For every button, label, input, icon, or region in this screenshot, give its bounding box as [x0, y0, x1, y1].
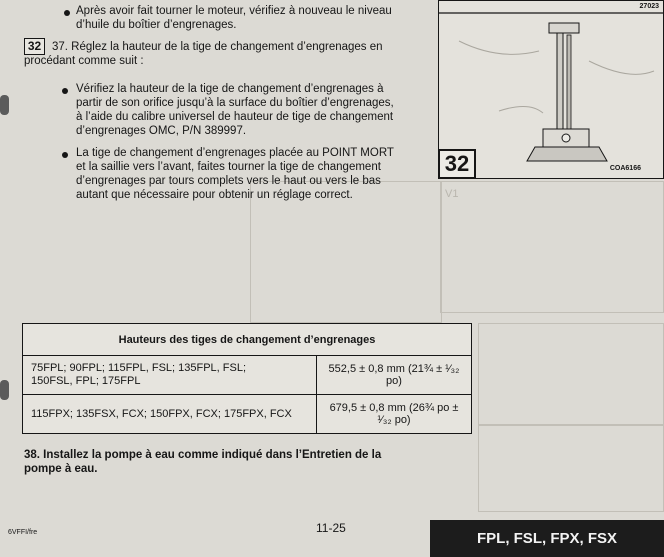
- bullet-marker: [62, 152, 68, 158]
- document-code: 6VFFI/fre: [8, 529, 38, 536]
- table-value-cell: 679,5 ± 0,8 mm (26¾ po ± ¹⁄₃₂ po): [317, 395, 472, 434]
- binder-hole: [0, 380, 9, 400]
- table-row: [23, 356, 472, 395]
- figure-number: 32: [438, 149, 476, 179]
- bullet-marker: [62, 88, 68, 94]
- table-row: [23, 395, 472, 434]
- show-through-box: [478, 425, 664, 512]
- top-bullet-text: Après avoir fait tourner le moteur, vérifiez à nouveau le niveau d’huile du boîtier d’engrenages.: [76, 5, 392, 31]
- step-37-line2: procédant comme suit :: [24, 55, 144, 67]
- step-38-text: 38. Installez la pompe à eau comme indiqué dans l’Entretien de la pompe à eau.: [24, 449, 382, 475]
- show-through-box: [440, 181, 664, 313]
- show-through-text: V1: [445, 188, 459, 200]
- table-models-cell: 115FPX; 135FSX, FCX; 150FPX, FCX; 175FPX, FCX: [23, 395, 317, 434]
- figure-code-bottom: COA6166: [609, 165, 641, 172]
- binder-hole: [0, 95, 9, 115]
- table-value-cell: 552,5 ± 0,8 mm (21¾ ± ¹⁄₃₂ po): [317, 356, 472, 395]
- step-37-line1: 37. Réglez la hauteur de la tige de changement d’engrenages en: [52, 41, 383, 53]
- figure-reference-badge: 32: [24, 38, 45, 55]
- figure-code-top: 27023: [639, 3, 659, 10]
- table-header-row: [23, 324, 472, 356]
- page-number: 11-25: [316, 521, 346, 535]
- show-through-box: [478, 323, 664, 425]
- table-models-cell: 75FPL; 90FPL; 115FPL, FSL; 135FPL, FSL; 150FSL, FPL; 175FPL: [23, 356, 317, 395]
- show-through-box: [250, 181, 442, 323]
- bullet-item-2: La tige de changement d’engrenages placée au POINT MORT et la saillie vers l’avant, faites tourner la tige de changement d’engrenages par tours complets vers le haut ou vers le bas autant que nécessaire pour obtenir un réglage correct.: [76, 147, 394, 201]
- shift-rod-height-table: [22, 323, 472, 434]
- table-title: Hauteurs des tiges de changement d’engrenages: [23, 324, 472, 356]
- models-footer-bar: FPL, FSL, FPX, FSX: [430, 520, 664, 557]
- bullet-marker: [64, 10, 70, 16]
- bullet-item-1: Vérifiez la hauteur de la tige de changement d’engrenages à partir de son orifice jusqu’à la surface du boîtier d’engrenages, à l’aide du calibre universel de hauteur de tige de changement d’engrenages OMC, P/N 389997.: [76, 83, 394, 137]
